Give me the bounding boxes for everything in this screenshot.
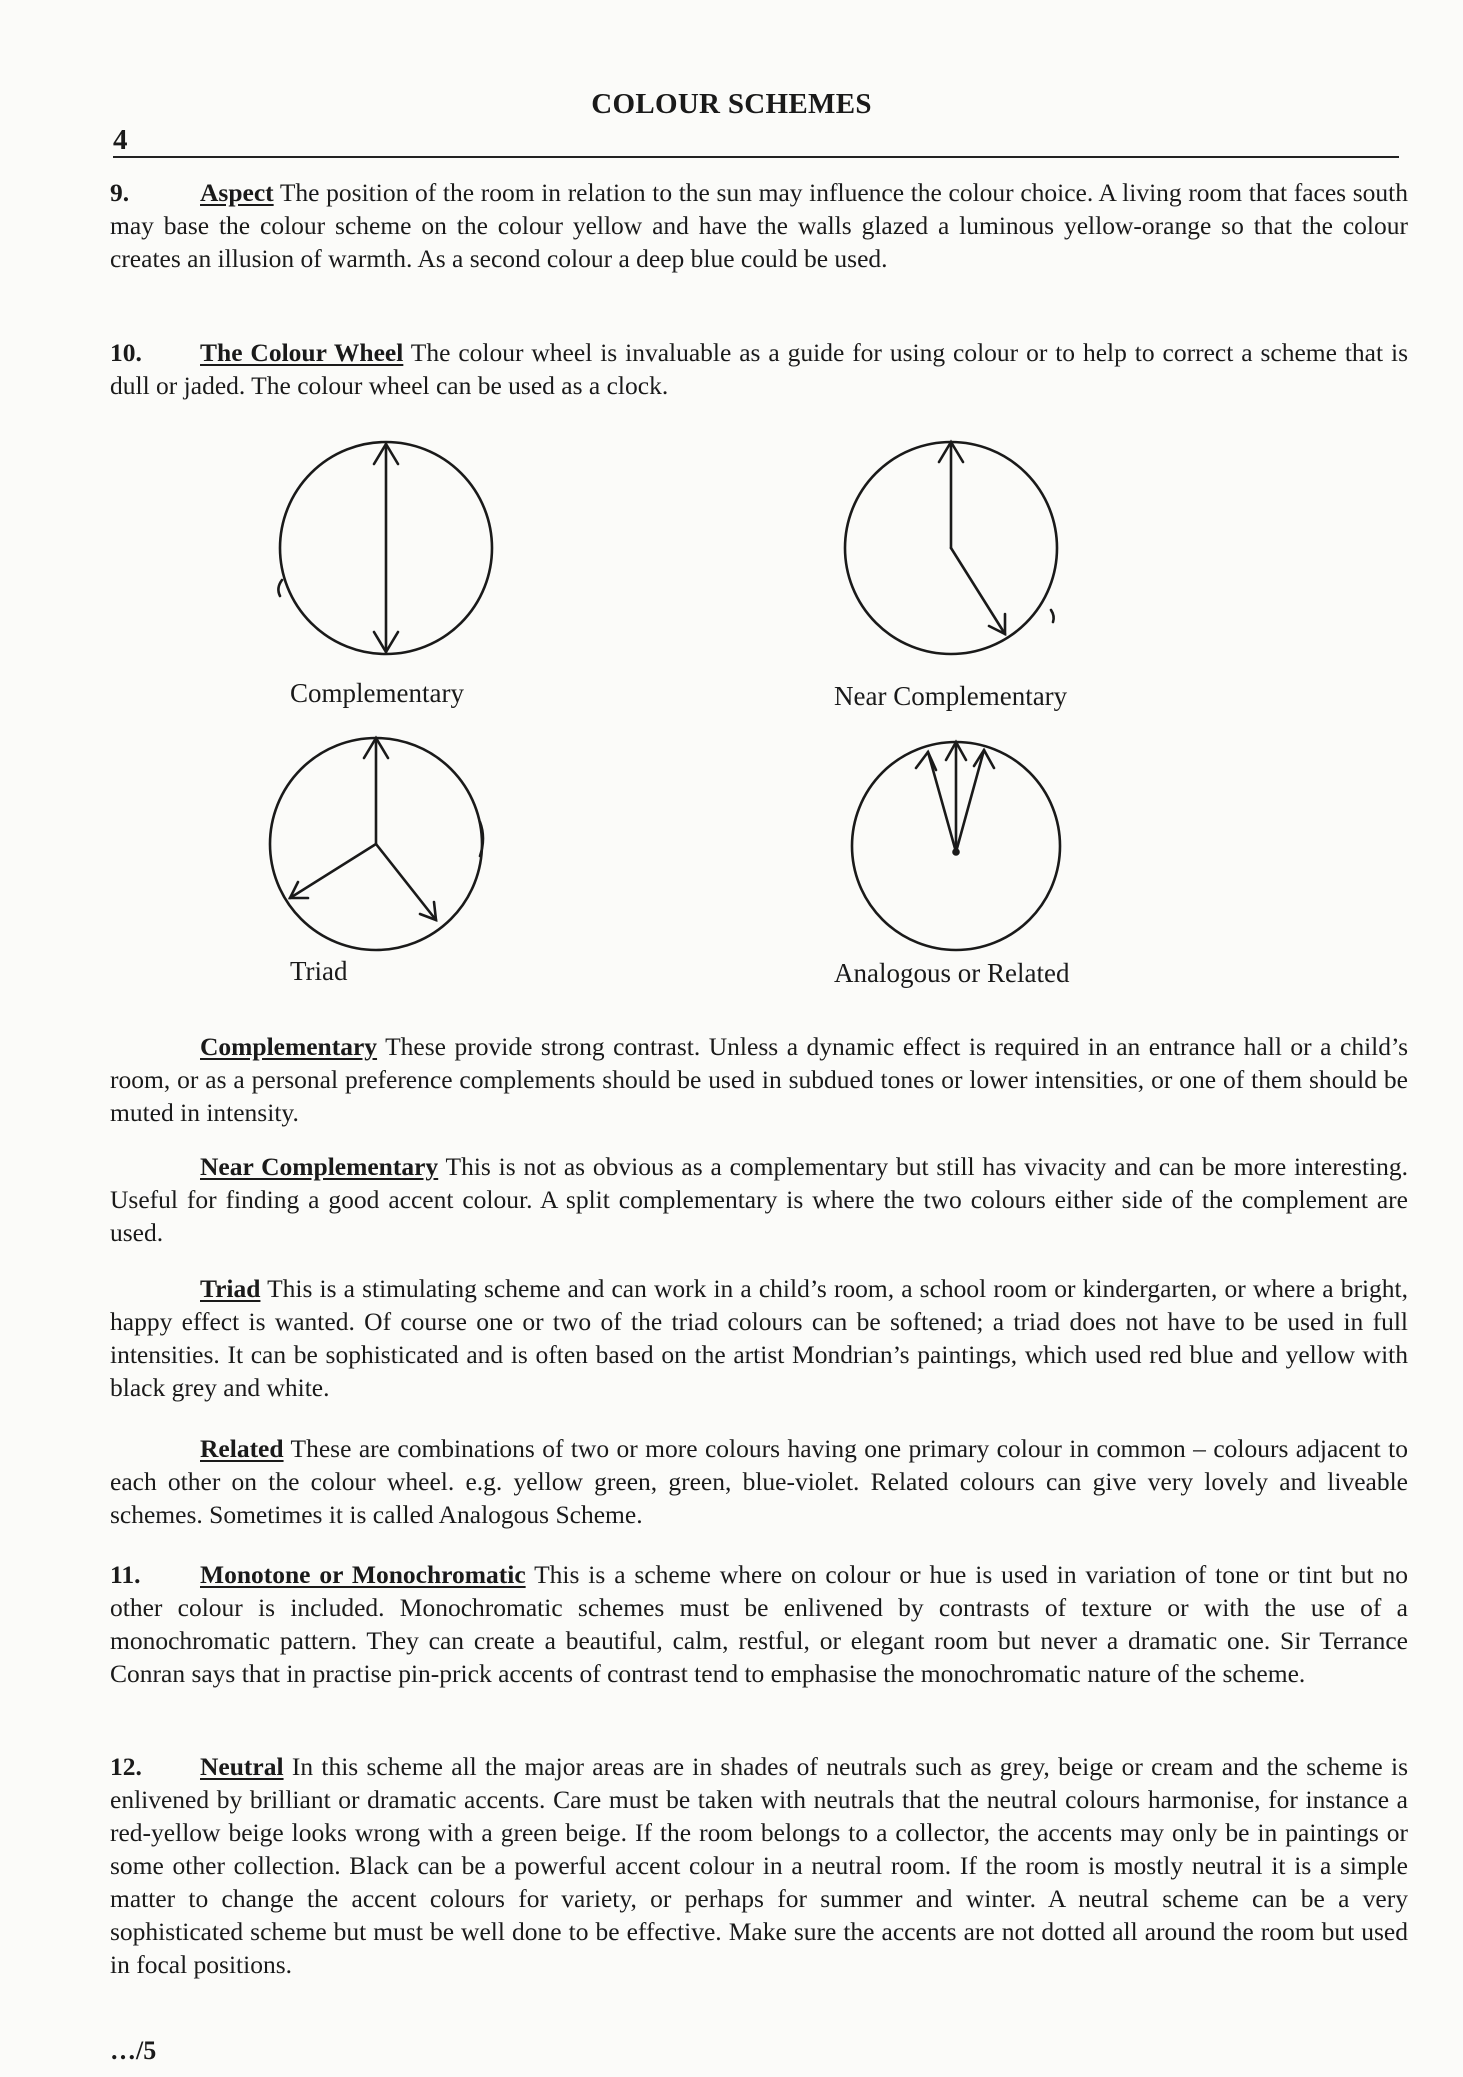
section-text: The position of the room in relation to the sun may influence the colour choice. A living room that faces south may base the colour scheme on the colour yellow and have the walls glazed a luminous yellow-orange so that the colour creates an illusion of warmth. As a second colour a deep blue could be used.: [110, 178, 1408, 273]
section-number: 10.: [110, 338, 142, 367]
section-heading: Monotone or Monochromatic: [200, 1560, 526, 1589]
section-near-complementary: [110, 1150, 1408, 1249]
section-aspect: [110, 176, 1408, 275]
near-complementary-wheel-diagram: [835, 430, 1065, 670]
section-heading: Aspect: [200, 178, 274, 207]
section-related: [110, 1432, 1408, 1531]
wheel-line: [928, 752, 956, 852]
section-heading: Triad: [200, 1274, 261, 1303]
section-heading: Related: [200, 1434, 284, 1463]
section-text: In this scheme all the major areas are in shades of neutrals such as grey, beige or cream and the scheme is enlivened by brilliant or dramatic accents. Care must be taken with neutrals that the neutral colours harmonise, for instance a red-yellow beige looks wrong with a green beige. If the room belongs to a collector, the accents may only be in paintings or some other collection. Black can be a powerful accent colour in a neutral room. If the room is mostly neutral it is a simple matter to change the accent colours for variety, or perhaps for summer and winter. A neutral scheme can be a very sophisticated scheme but must be well done to be effective. Make sure the accents are not dotted all around the room but used in focal positions.: [110, 1752, 1408, 1979]
section-number: 11.: [110, 1560, 141, 1589]
section-colour-wheel: [110, 336, 1408, 402]
section-text: This is a scheme where on colour or hue is used in variation of tone or tint but no other colour is included. Monochromatic schemes must be enlivened by contrasts of texture or with the use of a monochromatic pattern. They can create a beautiful, calm, restful, or elegant room but never a dramatic one. Sir Terrance Conran says that in practise pin-prick accents of contrast tend to emphasise the monochromatic nature of the scheme.: [110, 1560, 1408, 1688]
section-triad: [110, 1272, 1408, 1404]
wheel-line: [290, 844, 376, 898]
section-text: These provide strong contrast. Unless a dynamic effect is required in an entrance hall or a child’s room, or as a personal preference complements should be used in subdued tones or lower intensities, or one of them should be muted in intensity.: [110, 1032, 1408, 1127]
section-text: These are combinations of two or more colours having one primary colour in common – colours adjacent to each other on the colour wheel. e.g. yellow green, green, blue-violet. Related colours can give very lovely and liveable schemes. Sometimes it is called Analogous Scheme.: [110, 1434, 1408, 1529]
section-heading: Near Complementary: [200, 1152, 439, 1181]
wheel-line: [376, 844, 436, 920]
section-heading: Complementary: [200, 1032, 378, 1061]
analogous-wheel-diagram: [850, 728, 1080, 958]
caption-analogous: Analogous or Related: [834, 958, 1070, 988]
section-number: 9.: [110, 178, 130, 207]
header-rule: [113, 156, 1399, 158]
section-heading: The Colour Wheel: [200, 338, 404, 367]
section-text: This is a stimulating scheme and can work in a child’s room, a school room or kindergarten, or where a bright, happy effect is wanted. Of course one or two of the triad colours can be softened; a triad does not have to be used in full intensities. It can be sophisticated and is often based on the artist Mondrian’s paintings, which used red blue and yellow with black grey and white.: [110, 1274, 1408, 1402]
section-number: 12.: [110, 1752, 142, 1781]
caption-near-complementary: Near Complementary: [834, 681, 1068, 711]
section-neutral: [110, 1750, 1408, 1981]
section-text: This is not as obvious as a complementary but still has vivacity and can be more interesting. Useful for finding a good accent colour. A split complementary is where the two colours either side of the complement are used.: [110, 1152, 1408, 1247]
caption-triad: Triad: [290, 956, 348, 986]
section-complementary: [110, 1030, 1408, 1129]
page-title: COLOUR SCHEMES: [591, 88, 872, 120]
wheel-line: [951, 548, 1005, 634]
caption-complementary: Complementary: [290, 678, 464, 708]
triad-wheel-diagram: [262, 728, 492, 958]
complementary-wheel-diagram: [270, 430, 500, 670]
section-text: The colour wheel is invaluable as a guide for using colour or to help to correct a scheme that is dull or jaded. The colour wheel can be used as a clock.: [110, 338, 1408, 400]
section-monotone: [110, 1558, 1408, 1690]
continuation-marker: …/5: [110, 2036, 157, 2065]
page-number: 4: [113, 124, 128, 156]
wheel-line: [956, 750, 984, 852]
section-heading: Neutral: [200, 1752, 284, 1781]
